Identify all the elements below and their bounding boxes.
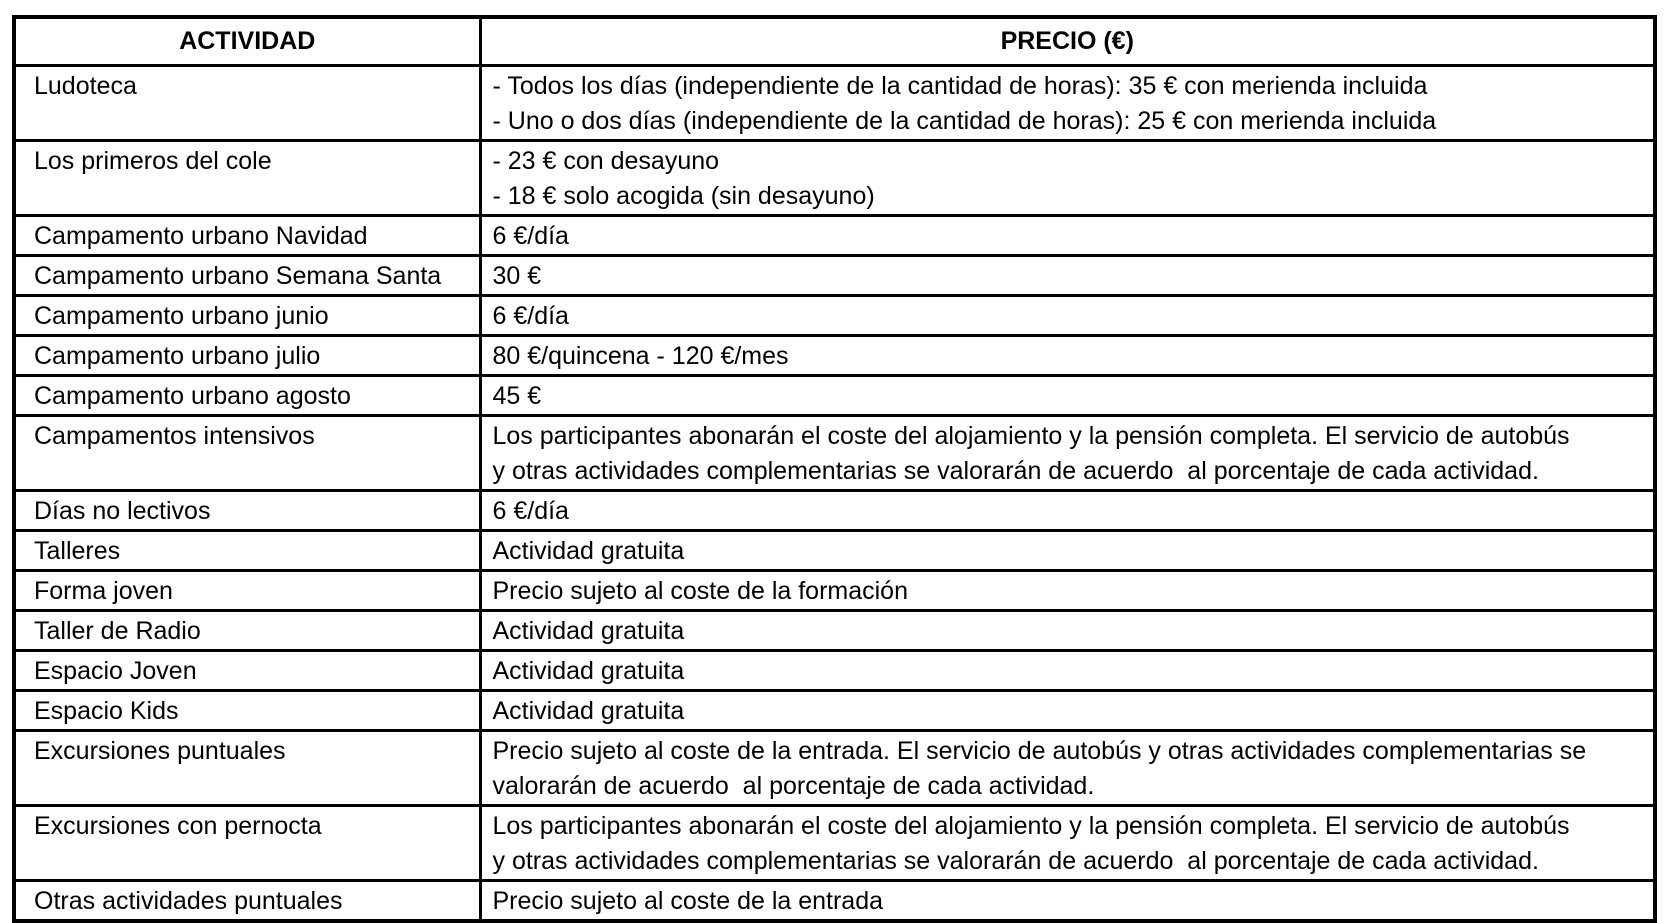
price-cell: [480, 296, 1655, 336]
table-row: [14, 416, 1655, 491]
table-row: [14, 881, 1655, 922]
price-line: - 18 € solo acogida (sin desayuno): [492, 182, 875, 210]
price-line: 30 €: [492, 262, 542, 290]
price-line: 6 €/día: [492, 497, 569, 525]
table-row: [14, 806, 1655, 881]
price-cell: [480, 376, 1655, 416]
table-row: [14, 691, 1655, 731]
activity-cell: Excursiones puntuales: [14, 731, 480, 806]
price-line: Actividad gratuita: [492, 537, 685, 565]
activity-cell: Espacio Joven: [14, 651, 480, 691]
activity-cell: Campamento urbano junio: [14, 296, 480, 336]
activity-cell: Excursiones con pernocta: [14, 806, 480, 881]
activity-cell: Campamento urbano julio: [14, 336, 480, 376]
col-header-activity: ACTIVIDAD: [14, 17, 480, 66]
price-line: Actividad gratuita: [492, 617, 685, 645]
header-row: [14, 17, 1655, 66]
table-row: [14, 376, 1655, 416]
price-line: Los participantes abonarán el coste del alojamiento y la pensión completa. El servicio de autobús: [492, 812, 1570, 840]
price-line: 6 €/día: [492, 222, 569, 250]
col-header-price: PRECIO (€): [480, 17, 1655, 66]
activity-cell: Taller de Radio: [14, 611, 480, 651]
price-line: - Todos los días (independiente de la cantidad de horas): 35 € con merienda incluida: [492, 72, 1428, 100]
table-row: [14, 66, 1655, 141]
price-line: 80 €/quincena - 120 €/mes: [492, 342, 789, 370]
price-line: 6 €/día: [492, 302, 569, 330]
price-cell: [480, 216, 1655, 256]
price-line: - 23 € con desayuno: [492, 147, 720, 175]
price-line: Los participantes abonarán el coste del alojamiento y la pensión completa. El servicio de autobús: [492, 422, 1570, 450]
activity-cell: Forma joven: [14, 571, 480, 611]
activity-cell: Campamento urbano agosto: [14, 376, 480, 416]
price-cell: [480, 336, 1655, 376]
price-line: 45 €: [492, 382, 542, 410]
table-row: [14, 256, 1655, 296]
price-line: - Uno o dos días (independiente de la cantidad de horas): 25 € con merienda incluida: [492, 107, 1437, 135]
activity-cell: Los primeros del cole: [14, 141, 480, 216]
table-row: [14, 531, 1655, 571]
price-cell: [480, 571, 1655, 611]
price-cell: [480, 416, 1655, 491]
price-cell: [480, 256, 1655, 296]
price-line: y otras actividades complementarias se valorarán de acuerdo al porcentaje de cada actividad.: [492, 847, 1539, 875]
activity-cell: Otras actividades puntuales: [14, 881, 480, 922]
price-cell: [480, 731, 1655, 806]
price-cell: [480, 141, 1655, 216]
activity-cell: Campamentos intensivos: [14, 416, 480, 491]
price-line: Precio sujeto al coste de la entrada: [492, 887, 884, 915]
table-row: [14, 651, 1655, 691]
table-body: [14, 66, 1655, 922]
table-row: [14, 141, 1655, 216]
price-cell: [480, 491, 1655, 531]
price-cell: [480, 691, 1655, 731]
table-row: [14, 336, 1655, 376]
table-row: [14, 731, 1655, 806]
price-cell: [480, 881, 1655, 922]
activity-cell: Días no lectivos: [14, 491, 480, 531]
price-cell: [480, 806, 1655, 881]
activity-cell: Campamento urbano Navidad: [14, 216, 480, 256]
table-row: [14, 571, 1655, 611]
activity-cell: Campamento urbano Semana Santa: [14, 256, 480, 296]
table-row: [14, 491, 1655, 531]
price-line: Precio sujeto al coste de la entrada. El servicio de autobús y otras actividades complementarias se: [492, 737, 1587, 765]
price-line: valorarán de acuerdo al porcentaje de cada actividad.: [492, 772, 1095, 800]
table-row: [14, 296, 1655, 336]
table-row: [14, 611, 1655, 651]
price-line: Actividad gratuita: [492, 697, 685, 725]
price-line: Actividad gratuita: [492, 657, 685, 685]
table-row: [14, 216, 1655, 256]
price-table: [12, 15, 1657, 923]
activity-cell: Espacio Kids: [14, 691, 480, 731]
activity-cell: Ludoteca: [14, 66, 480, 141]
price-cell: [480, 531, 1655, 571]
price-line: Precio sujeto al coste de la formación: [492, 577, 908, 605]
price-line: y otras actividades complementarias se valorarán de acuerdo al porcentaje de cada actividad.: [492, 457, 1539, 485]
price-cell: [480, 611, 1655, 651]
price-cell: [480, 66, 1655, 141]
activity-cell: Talleres: [14, 531, 480, 571]
price-cell: [480, 651, 1655, 691]
